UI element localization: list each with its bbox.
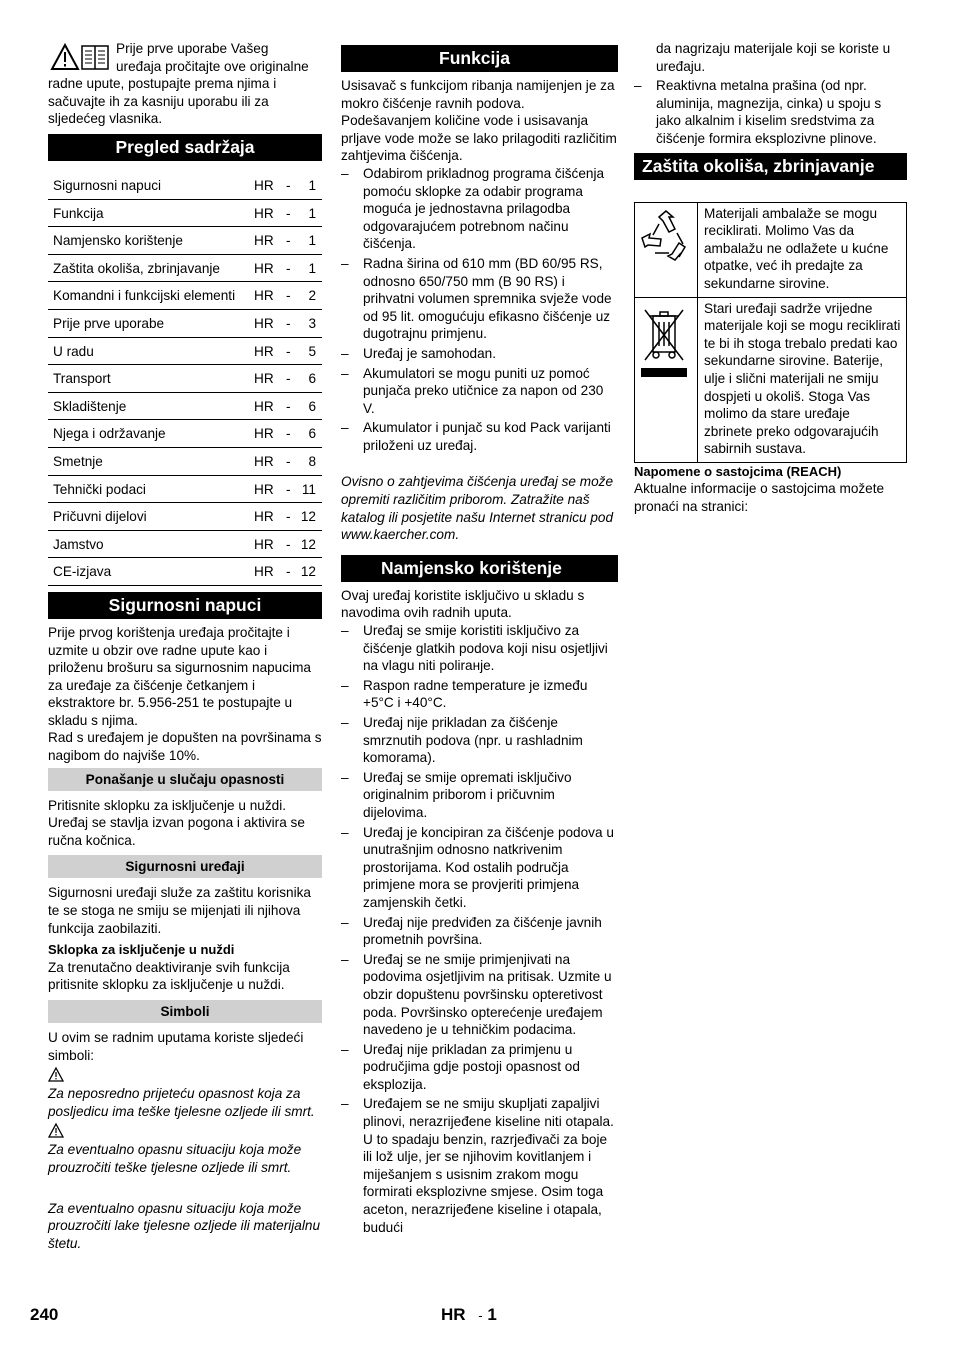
toc-dash: - [286,178,291,193]
toc-prefix: HR [254,398,274,414]
toc-row[interactable] [48,476,322,504]
toc-title: Pričuvni dijelovi [53,509,147,525]
toc-prefix: HR [254,453,274,469]
toc-title: Komandni i funkcijski elementi [53,288,236,304]
toc-page: 12 [300,536,316,552]
toc-row[interactable] [48,503,322,531]
warning-book-icons [50,43,110,71]
danger-heading: Ponašanje u slučaju opasnosti [48,768,322,791]
toc-page: 11 [301,481,316,497]
environment-heading: Zaštita okoliša, zbrinjavanje [634,153,907,180]
symbols-text: U ovim se radnim uputama koriste sljedeći simboli: [48,1030,304,1063]
toc-dash: - [286,233,291,249]
symbol-2-text: Za eventualno opasnu situaciju koja može prouzročiti teške tjelesne ozljede ili smrt. [48,1142,302,1175]
toc-row[interactable] [48,558,322,586]
toc-prefix: HR [254,178,274,193]
danger-text: Pritisnite sklopku za isključenje u nuždi. Uređaj se stavlja izvan pogona i aktivira se ručna kočnica. [48,797,305,848]
toc-prefix: HR [254,509,274,525]
toc-page: 12 [300,509,316,525]
toc-prefix: HR [254,315,274,331]
toc-dash: - [286,205,291,221]
toc-prefix: HR [254,205,274,221]
warning-symbol-icon [48,1123,322,1141]
footer-dash: - [478,1308,483,1323]
page-number: 240 [30,1305,59,1324]
toc-title: Prije prve uporabe [53,315,165,331]
intended-list-item: – Raspon radne temperature je između +5°C i +40°C. [341,677,618,712]
intended-list [341,622,618,1131]
toc-heading: Pregled sadržaja [48,134,322,161]
toc-row[interactable] [48,448,322,476]
toc-dash: - [286,509,291,525]
toc-dash: - [286,398,291,414]
environment-table [634,202,907,463]
intended-p1: Ovaj uređaj koristite isključivo u skladu s navodima ovih radnih uputa. [341,587,585,621]
intended-list-item: – Uređaj je koncipiran za čišćenje podova u unutrašnjim odnosno natkrivenim prostorijama. Kod ostalih područja primjene mora se provjeriti primjena zamjenskih četki. [341,824,618,912]
devices-heading: Sigurnosni uređaji [48,855,322,878]
toc-dash: - [286,536,291,552]
toc-row[interactable] [48,200,322,228]
intended-heading: Namjensko korištenje [341,555,618,582]
intended-col3-continuation: da nagrizaju materijale koji se koriste u uređaju. [656,41,891,74]
function-note: Ovisno o zahtjevima čišćenja uređaj se može opremiti različitim priborom. Zatražite naš katalog ili posjetite našu Internet stranicu pod www.kaercher.com. [341,474,614,543]
function-list-item: – Odabirom prikladnog programa čišćenja pomoću sklopke za odabir programa moguća je jednostavna prilagodba odgovarajućem potrebnom načinu čišćenja. [341,165,618,253]
toc-prefix: HR [254,426,274,442]
toc-dash: - [286,564,291,580]
toc-dash: - [286,453,291,469]
table-of-contents [48,172,322,586]
footer-section [441,1306,497,1325]
toc-title: Tehnički podaci [53,481,146,497]
toc-row[interactable] [48,255,322,283]
toc-title: U radu [53,343,94,359]
environment-packaging-text: Materijali ambalaže se mogu reciklirati. Molimo Vas da ambalažu ne odlažete u kućne otpatke, već ih predajte za sekundarne sirovine. [704,205,889,291]
toc-prefix: HR [254,481,274,497]
toc-page: 3 [308,315,316,331]
recycle-icon [635,203,698,297]
safety-heading: Sigurnosni napuci [48,592,322,619]
function-heading: Funkcija [341,45,618,72]
symbol-1-text: Za neposredno prijeteću opasnost koja za posljedicu ima teške tjelesne ozljede ili smrt. [48,1086,315,1119]
intro-block [48,40,322,128]
intro-line-2: uređaja pročitajte ove originalne [116,58,309,74]
toc-dash: - [286,260,291,276]
toc-page: 1 [308,205,316,221]
function-list-item: – Uređaj je samohodan. [341,345,618,363]
intended-list-item: – Uređaj se smije koristiti isključivo za čišćenje glatkih podova koji nisu osjetljivi na vlagu niti polirанje. [341,622,618,675]
toc-dash: - [286,481,291,497]
column-right [634,40,907,516]
column-middle [341,45,618,1236]
intended-list-item: – Uređaj se smije opremati isključivo originalnim priborom i pričuvnim dijelovima. [341,769,618,822]
toc-title: Jamstvo [53,536,104,552]
environment-old-devices-text: Stari uređaji sadrže vrijedne materijale koji se mogu reciklirati te bi ih stoga trebalo predati kao sekundarne sirovine. Baterije, ulje i slični materijali ne smiju dospjeti u okoliš. Stoga Vas molimo da stare uređaje zbrinete preko odgovarajućih sabirnih sustava. [704,300,901,457]
toc-row[interactable] [48,227,322,255]
toc-prefix: HR [254,343,274,359]
estop-heading: Sklopka za isključenje u nuždi [48,942,235,958]
toc-row[interactable] [48,310,322,338]
estop-text: Za trenutačno deaktiviranje svih funkcija pritisnite sklopku za isključenje u nuždi. [48,959,290,993]
footer-lang: HR [441,1305,466,1324]
function-list-item: – Akumulator i punjač su kod Pack varijanti priloženi uz uređaj. [341,419,618,454]
reach-heading: Napomene o sastojcima (REACH) [634,463,842,479]
safety-p1: Prije prvog korištenja uređaja pročitajte i uzmite u obzir ove radne upute kao i priloženu brošuru sa sigurnosnim napucima za uređaje za čišćenje četkanjem i ekstraktore br. 5.956-251 te postupajte u skladu s njima. [48,624,311,728]
intended-list-item: – Uređaj nije prikladan za čišćenje smrznutih podova (npr. u rashladnim komorama). [341,714,618,767]
environment-row-packaging [635,203,906,298]
toc-row[interactable] [48,282,322,310]
toc-prefix: HR [254,233,274,249]
toc-row[interactable] [48,393,322,421]
toc-dash: - [286,426,291,442]
toc-page: 6 [308,371,316,387]
symbols-heading: Simboli [48,1000,322,1023]
footer-section-page: 1 [487,1305,497,1324]
function-list [341,165,618,455]
toc-page: 1 [308,260,316,276]
intended-col3-item: – Reaktivna metalna prašina (od npr. aluminija, magnezija, cinka) u spoju s jako alkalnim i kiselim sredstvima za čišćenje formira eksplozivne plinove. [634,77,907,147]
reach-text: Aktualne informacije o sastojcima možete pronaći na stranici: [634,481,885,515]
safety-p2: Rad s uređajem je dopušten na površinama s nagibom do najviše 10%. [48,730,322,764]
toc-title: Transport [53,371,111,387]
devices-text: Sigurnosni uređaji služe za zaštitu korisnika te se stoga ne smiju se mijenjati ili njihova funkcija zaobilaziti. [48,885,311,936]
toc-prefix: HR [254,536,274,552]
toc-page: 8 [308,453,316,469]
toc-row[interactable] [48,531,322,559]
toc-page: 6 [308,398,316,414]
toc-title: CE-izjava [53,564,112,580]
toc-page: 1 [308,233,316,249]
intro-rest: radne upute, postupajte prema njima i sačuvajte ih za kasniju uporabu ili za sljedećeg vlasnika. [48,76,277,127]
intended-list-item: – Uređaj nije predviđen za čišćenje javnih prometnih površina. [341,914,618,949]
toc-title: Njega i održavanje [53,426,166,442]
toc-title: Zaštita okoliša, zbrinjavanje [53,260,220,276]
function-list-item: – Radna širina od 610 mm (BD 60/95 RS, odnosno 650/750 mm (B 90 RS) i prihvatni volumen spremnika svježe vode od 95 lit. omogućuju efikasno čišćenje uz dugotrajnu primjenu. [341,255,618,343]
environment-row-old-devices [635,298,906,462]
intro-line-1: Prije prve uporabe Vašeg [116,41,269,56]
danger-icon [48,1067,322,1085]
toc-title: Sigurnosni napuci [53,178,162,193]
toc-title: Funkcija [53,205,104,221]
intended-continuation: U to spadaju benzin, razrjeđivači za boje ili lož ulje, jer se njihovim kovitlanjem i miješanjem s usisnim zrakom mogu formirati eksplozivne smjese. Osim toga aceton, nerazrijeđene kiseline i otapala, budući [363,1131,608,1235]
function-list-item: – Akumulatori se mogu puniti uz pomoć punjača preko utičnice za napon od 230 V. [341,365,618,418]
toc-page: 5 [308,343,316,359]
intended-list-item: – Uređaj se ne smije primjenjivati na podovima osjetljivim na pritisak. Uzmite u obzir dopuštenu površinsku opteretivost poda. Površinsko opterećenje uređajem navedeno je u tehničkim podacima. [341,951,618,1039]
intended-list-item: – Uređajem se ne smiju skupljati zapaljivi plinovi, nerazrijeđene kiseline niti otapala. [341,1095,618,1130]
toc-page: 1 [308,178,316,193]
column-left [48,40,322,1252]
toc-prefix: HR [254,564,274,580]
toc-prefix: HR [254,260,274,276]
toc-prefix: HR [254,371,274,387]
toc-dash: - [286,315,291,331]
toc-row[interactable] [48,338,322,366]
warning-icon [50,43,110,71]
toc-page: 2 [308,288,316,304]
toc-prefix: HR [254,288,274,304]
toc-page: 6 [308,426,316,442]
toc-page: 12 [300,564,316,580]
crossed-bin-icon [635,298,698,462]
toc-row[interactable] [48,420,322,448]
toc-row[interactable] [48,172,322,200]
function-p1: Usisavač s funkcijom ribanja namijenjen je za mokro čišćenje ravnih podova. Podešavanjem količine vode i usisavanja prljave vode može se lako prilagoditi različitim zahtjevima čišćenja. [341,78,617,164]
toc-dash: - [286,343,291,359]
toc-row[interactable] [48,365,322,393]
toc-dash: - [286,288,291,304]
toc-dash: - [286,371,291,387]
toc-title: Namjensko korištenje [53,233,183,249]
symbol-3-text: Za eventualno opasnu situaciju koja može prouzročiti lake tjelesne ozljede ili materijalnu štetu. [48,1200,321,1251]
toc-title: Skladištenje [53,398,127,414]
intended-list-item: – Uređaj nije prikladan za primjenu u područjima gdje postoji opasnost od eksplozija. [341,1041,618,1094]
toc-title: Smetnje [53,453,103,469]
